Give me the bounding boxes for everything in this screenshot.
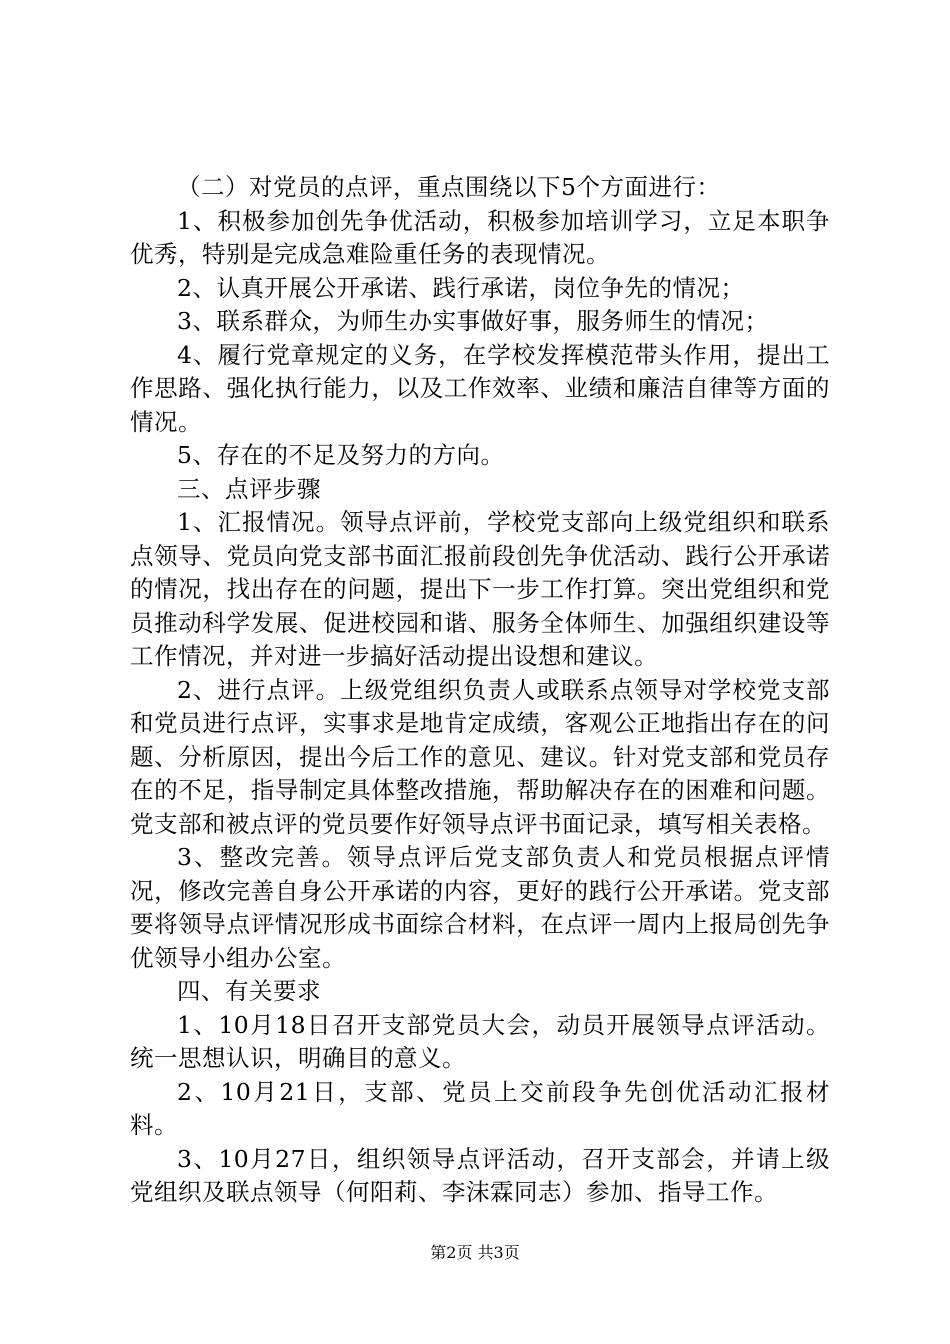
paragraph-item-4: 4、履行党章规定的义务，在学校发挥模范带头作用，提出工作思路、强化执行能力，以及工作效率、业绩和廉洁自律等方面的情况。: [130, 340, 830, 436]
document-body: [130, 171, 830, 1210]
paragraph-members-review-heading: （二）对党员的点评，重点围绕以下5个方面进行：: [177, 173, 721, 201]
section-heading-steps: 三、点评步骤: [177, 474, 321, 503]
paragraph-step-review: 2、进行点评。上级党组织负责人或联系点领导对学校党支部和党员进行点评，实事求是地肯定成绩，客观公正地指出存在的问题、分析原因，提出今后工作的意见、建议。针对党支部和党员存在的不足，指导制定具体整改措施，帮助解决存在的困难和问题。党支部和被点评的党员要作好领导点评书面记录，填写相关表格。: [130, 675, 830, 838]
paragraph-item-5: 5、存在的不足及努力的方向。: [177, 441, 505, 469]
paragraph-requirement-2: 2、10月21日，支部、党员上交前段争先创优活动汇报材料。: [130, 1077, 830, 1139]
paragraph-requirement-3: 3、10月27日，组织领导点评活动，召开支部会，并请上级党组织及联点领导（何阳莉、李沫霖同志）参加、指导工作。: [130, 1144, 830, 1206]
paragraph-step-report: 1、汇报情况。领导点评前，学校党支部向上级党组织和联系点领导、党员向党支部书面汇报前段创先争优活动、践行公开承诺的情况，找出存在的问题，提出下一步工作打算。突出党组织和党员推动科学发展、促进校园和谐、服务全体师生、加强组织建设等工作情况，并对进一步搞好活动提出设想和建议。: [130, 508, 830, 670]
paragraph-item-1: 1、积极参加创先争优活动，积极参加培训学习，立足本职争优秀，特别是完成急难险重任务的表现情况。: [130, 206, 830, 268]
paragraph-item-3: 3、联系群众，为师生办实事做好事，服务师生的情况；: [177, 307, 769, 335]
paragraph-item-2: 2、认真开展公开承诺、践行承诺，岗位争先的情况；: [177, 273, 745, 302]
paragraph-step-improve: 3、整改完善。领导点评后党支部负责人和党员根据点评情况，修改完善自身公开承诺的内容，更好的践行公开承诺。党支部要将领导点评情况形成书面综合材料，在点评一周内上报局创先争优领导小组办公室。: [130, 843, 830, 972]
paragraph-requirement-1: 1、10月18日召开支部党员大会，动员开展领导点评活动。统一思想认识，明确目的意义。: [130, 1010, 830, 1072]
section-heading-requirements: 四、有关要求: [177, 977, 321, 1005]
page-number-footer: 第2页 共3页: [430, 1243, 520, 1262]
